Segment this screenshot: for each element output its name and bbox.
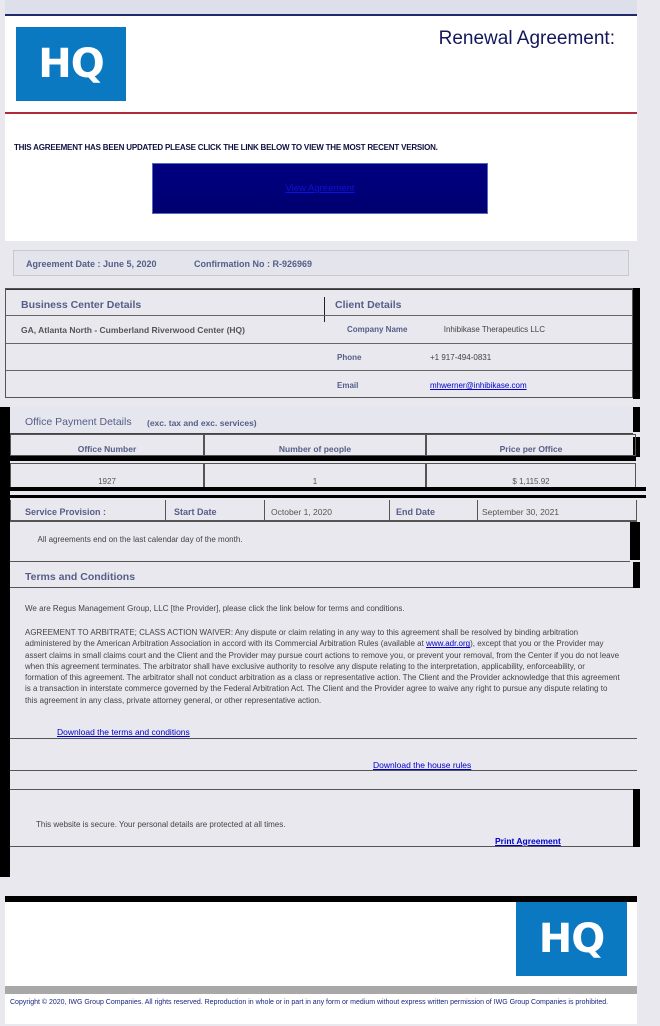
secure-text: This website is secure. Your personal details are protected at all times. [36, 820, 286, 829]
notice-panel [5, 114, 637, 241]
phone-value: +1 917-494-0831 [430, 353, 492, 362]
update-notice: THIS AGREEMENT HAS BEEN UPDATED PLEASE CLICK THE LINK BELOW TO VIEW THE MOST RECENT VERSION. [14, 143, 438, 152]
col-price-per-office-label: Price per Office [499, 444, 563, 454]
details-right-edge [633, 288, 640, 432]
left-border-bar [0, 407, 10, 877]
col-office-number-label: Office Number [77, 444, 137, 454]
details-rule-1b [328, 315, 632, 316]
office-payment-heading: Office Payment Details [25, 416, 132, 428]
payment-table-header [10, 434, 636, 458]
service-note: All agreements end on the last calendar day of the month. [37, 535, 243, 544]
start-date-value: October 1, 2020 [271, 507, 332, 517]
copyright-text: Copyright © 2020, IWG Group Companies. All rights reserved. Reproduction in whole or in part in any form or medium without express written permission of IWG Group Companies is prohibited. [10, 999, 609, 1006]
download-house-rules-link[interactable]: Download the house rules [373, 760, 472, 770]
agreement-bar [13, 250, 629, 276]
start-date-label-cell [165, 500, 265, 521]
terms-intro: We are Regus Management Group, LLC [the Provider], please click the link below for terms and conditions. [25, 604, 405, 613]
office-number-value: 1927 [98, 477, 116, 486]
end-date-label-cell [389, 500, 478, 521]
arbitration-part2: ), except that you or the Provider may assert claims in small claims court and the Client and the Provider may pursue court actions to remove you, or prevent your removal, from the Center if you do not leave when this agreement terminates. The arbitrator shall have exclusive authority to resolve any dispute relating to the interpretation, applicability, enforceability, or formation of this agreement. The arbitrator shall not conduct arbitration as a class or representative action. The Client and the Provider acknowledge that this agreement is a transaction in interstate commerce governed by the Federal Arbitration Act. The Client and the Provider agree to waive any right to pursue any dispute relating to this agreement in any class, private attorney general, or other representative action. [25, 639, 620, 705]
terms-rule-2 [10, 770, 637, 771]
col-number-of-people-label: Number of people [278, 444, 352, 454]
footer-grey-band [5, 986, 637, 994]
header [5, 16, 637, 112]
end-date-label: End Date [396, 507, 436, 517]
secure-rule [10, 846, 633, 847]
start-date-value-cell [264, 500, 390, 521]
hq-logo: HQ [16, 27, 126, 101]
col-number-of-people [204, 434, 426, 456]
business-center-name: GA, Atlanta North - Cumberland Riverwood Center (HQ) [21, 325, 246, 335]
col-price-per-office [426, 434, 636, 456]
service-label: Service Provision : [25, 507, 107, 517]
payment-table-row [10, 463, 636, 488]
service-label-cell [10, 500, 166, 521]
print-agreement-link[interactable]: Print Agreement [495, 836, 561, 846]
terms-rule-3 [10, 789, 637, 790]
terms-rule-1 [10, 738, 637, 739]
footer-panel [5, 902, 637, 986]
details-divider [324, 297, 325, 322]
client-details-heading: Client Details [335, 299, 402, 311]
people-value: 1 [312, 477, 318, 486]
end-date-value: September 30, 2021 [482, 507, 560, 517]
company-name-label: Company Name [347, 325, 408, 334]
price-cell [426, 463, 636, 488]
view-agreement-button[interactable] [152, 163, 488, 214]
adr-link[interactable]: www.adr.org [426, 639, 471, 649]
office-payment-note: (exc. tax and exc. services) [147, 418, 257, 428]
confirmation-number: Confirmation No : R-926969 [194, 259, 313, 269]
page-title: Renewal Agreement: [438, 28, 615, 49]
company-name-value: Inhibikase Therapeutics LLC [443, 325, 545, 334]
col-office-number [10, 434, 204, 456]
top-band [5, 0, 637, 14]
payment-rule-bottom-1 [10, 487, 646, 491]
end-date-value-cell [477, 500, 637, 521]
details-top-rule [6, 289, 632, 290]
copyright-panel [5, 994, 637, 1024]
details-section [5, 288, 633, 398]
email-link[interactable]: mhwerner@inhibikase.com [430, 381, 527, 390]
office-number-cell [10, 463, 204, 488]
details-rule-3 [6, 370, 632, 371]
email-label: Email [337, 381, 359, 390]
arbitration-part1: AGREEMENT TO ARBITRATE; CLASS ACTION WAIVER: Any dispute or claim relating in any way to this agreement shall be resolved by binding arbitration administered by the American Arbitration Association in accord with its Commercial Arbitration Rules (available at [25, 628, 579, 649]
office-payment-header [10, 407, 633, 434]
arbitration-text [25, 627, 620, 706]
people-cell [204, 463, 426, 488]
terms-heading: Terms and Conditions [25, 571, 136, 583]
phone-label: Phone [337, 353, 362, 362]
service-row [10, 500, 637, 522]
download-terms-link[interactable]: Download the terms and conditions [57, 727, 190, 737]
price-value: $ 1,115.92 [512, 477, 550, 486]
secure-right-edge [633, 789, 640, 847]
footer-hq-logo: HQ [516, 902, 627, 976]
business-center-heading: Business Center Details [21, 299, 142, 311]
start-date-label: Start Date [174, 507, 217, 517]
terms-right-edge [633, 562, 640, 588]
details-bottom-rule [0, 399, 640, 407]
agreement-date: Agreement Date : June 5, 2020 [26, 259, 157, 269]
payment-rule-thick [10, 457, 636, 461]
payment-rule-bottom-2 [10, 495, 646, 498]
details-rule-1 [6, 315, 328, 316]
terms-header [10, 562, 633, 588]
service-right-edge [630, 522, 640, 560]
view-agreement-link[interactable]: View Agreement [285, 183, 355, 194]
details-rule-2 [6, 343, 632, 344]
